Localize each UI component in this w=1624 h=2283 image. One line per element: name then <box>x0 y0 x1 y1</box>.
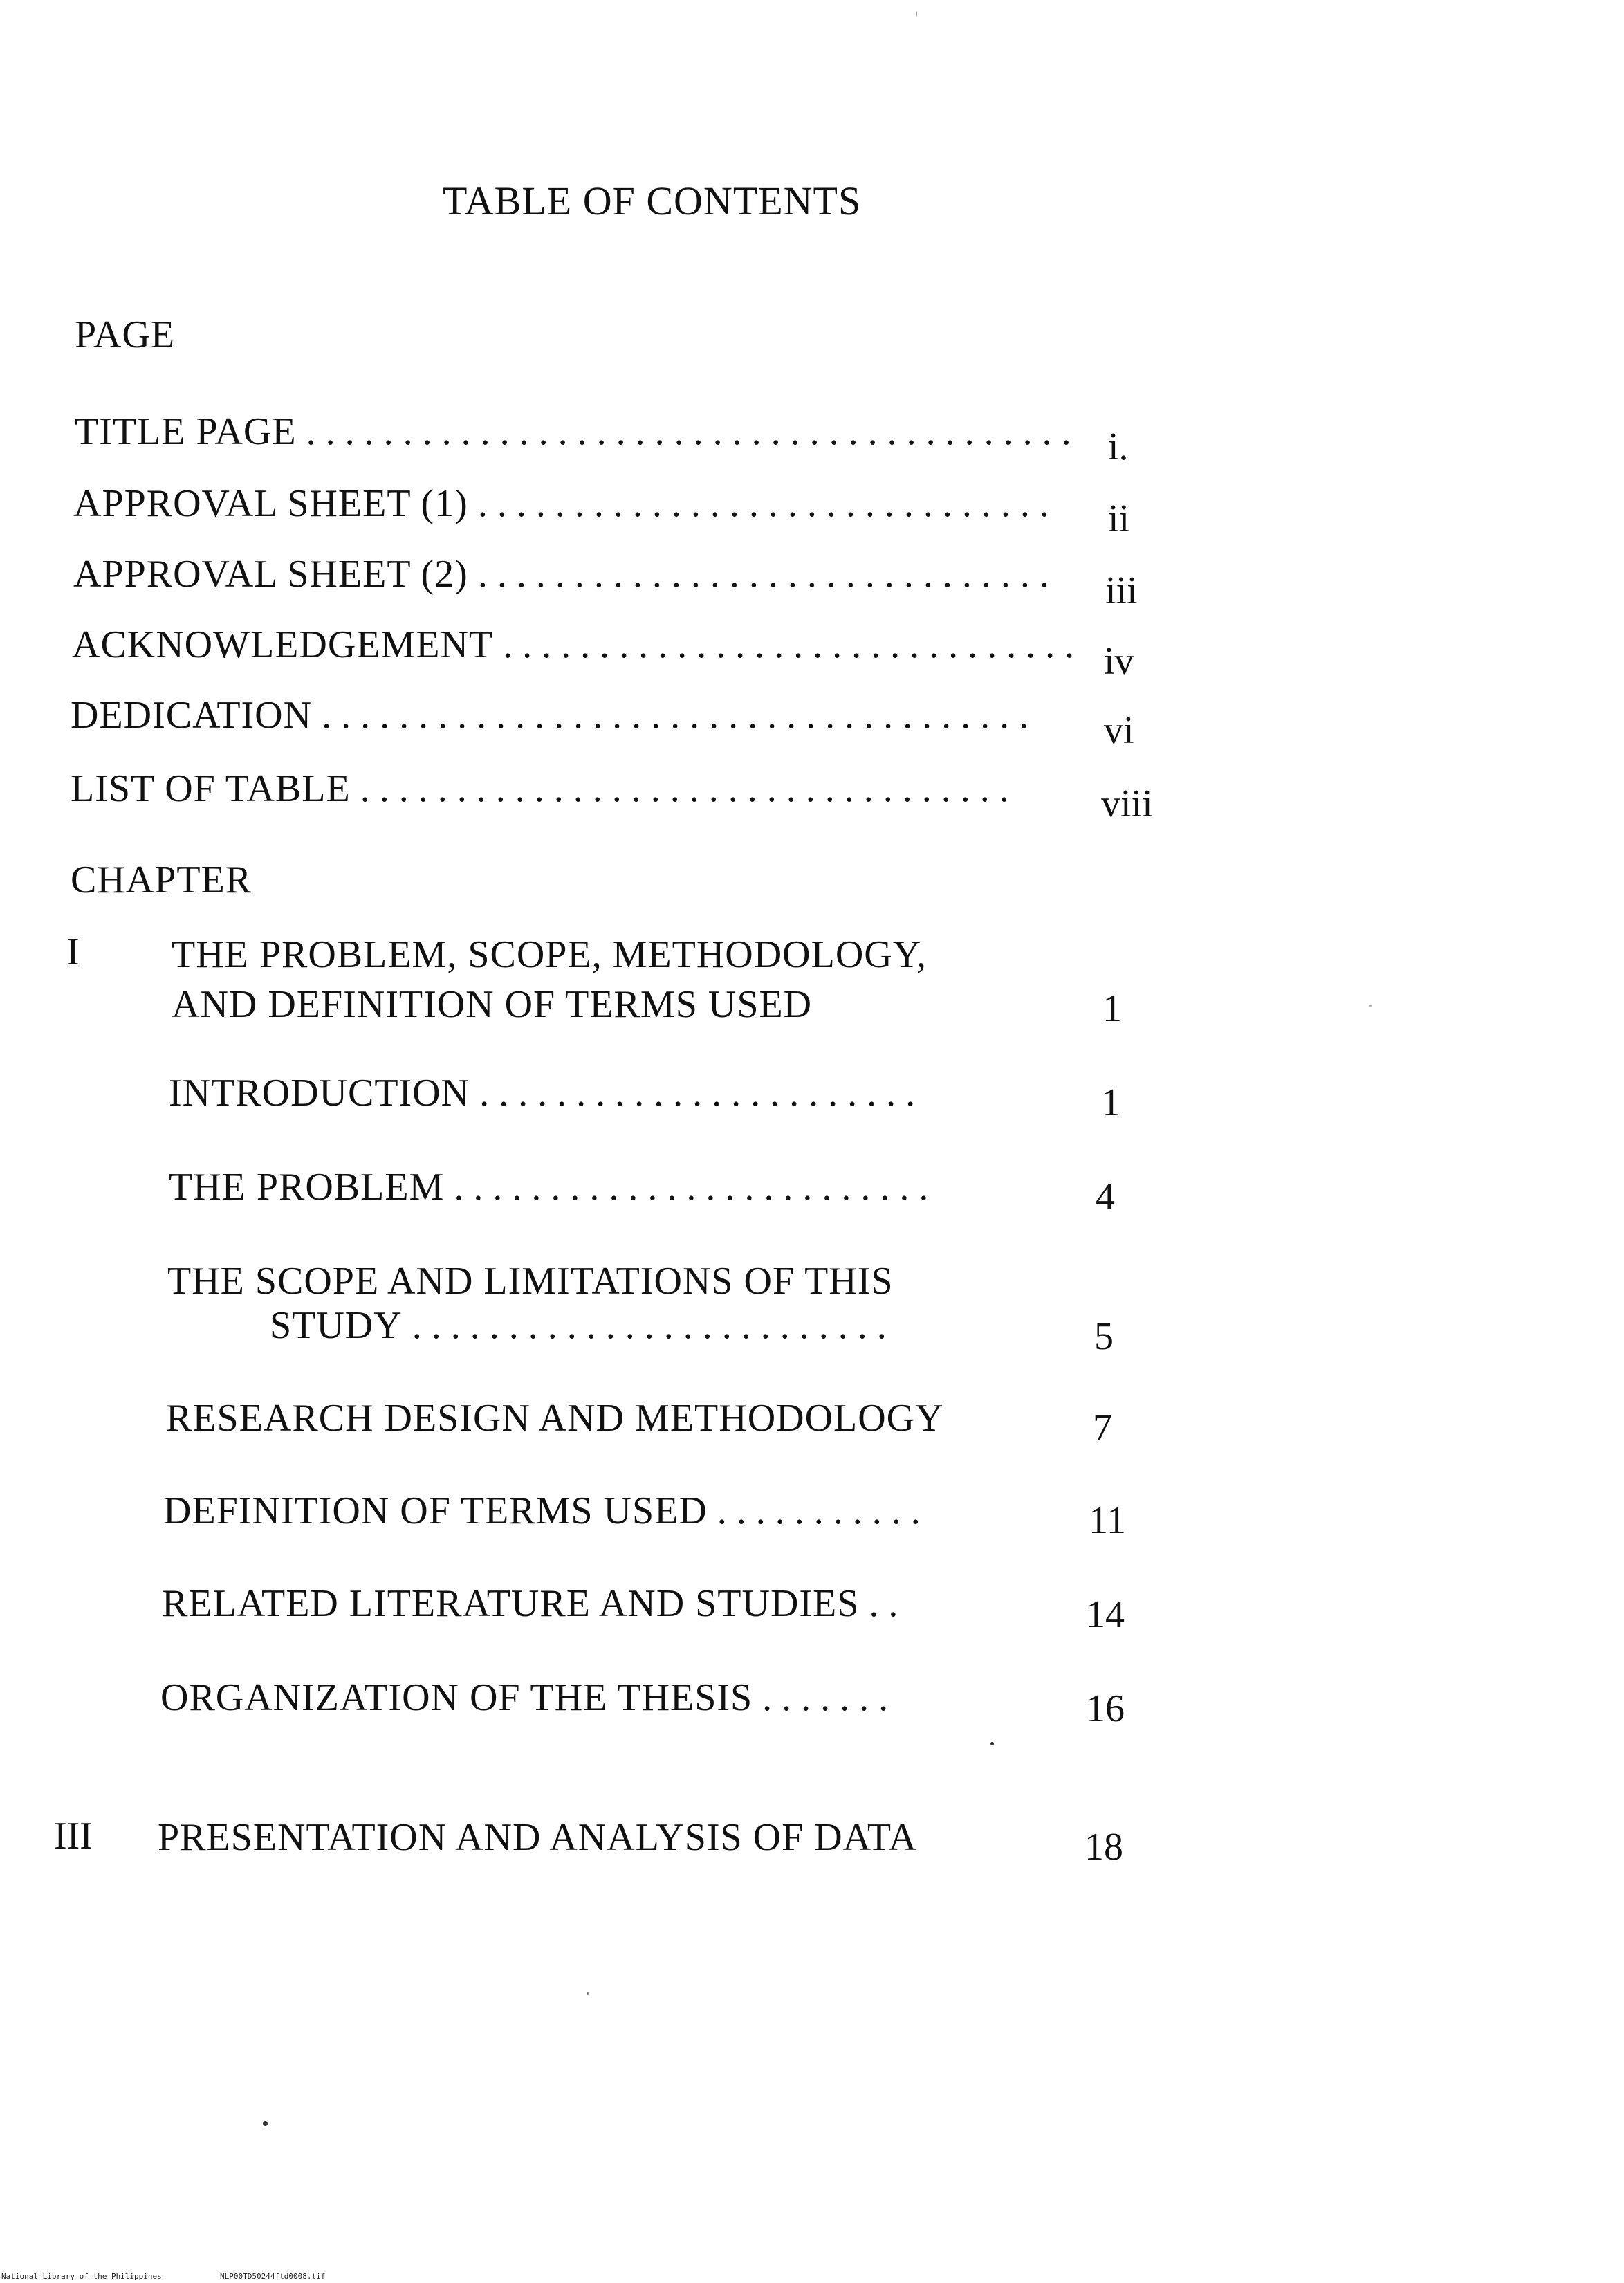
dot-leader: . . . . . . . . . . . . . . . . . . . . . . . . . <box>444 1166 929 1209</box>
toc-entry-list-of-table <box>71 769 1009 808</box>
entry-label: STUDY <box>270 1304 403 1347</box>
toc-entry-organization-of-thesis <box>160 1678 888 1717</box>
chapter-column-header: CHAPTER <box>71 859 252 901</box>
toc-entry-the-problem <box>169 1168 928 1207</box>
entry-label: ACKNOWLEDGEMENT <box>72 623 494 666</box>
footer-filename: NLP00TD50244ftd0008.tif <box>220 2272 326 2281</box>
entry-label: DEDICATION <box>71 694 313 737</box>
dot-leader: . . . . . . . . . . . . . . . . . . . . . . . . . . . . . . <box>468 482 1049 525</box>
toc-entry-title-page <box>75 412 1071 451</box>
entry-page-number: 16 <box>1086 1687 1125 1730</box>
entry-page-number: viii <box>1101 782 1153 825</box>
page-column-header: PAGE <box>75 313 176 356</box>
dot-leader: . . . . . . . . . . . . . . . . . . . . . . . . . . . . . . <box>468 553 1049 596</box>
entry-label: TITLE PAGE <box>75 410 297 453</box>
scan-speck <box>263 2121 268 2126</box>
entry-page-number: 4 <box>1096 1175 1115 1218</box>
chapter-numeral: III <box>54 1815 93 1858</box>
entry-label: DEFINITION OF TERMS USED <box>163 1489 708 1532</box>
toc-entry-introduction <box>169 1072 916 1115</box>
entry-label: APPROVAL SHEET (2) <box>73 553 468 596</box>
page-title: TABLE OF CONTENTS <box>443 178 862 223</box>
entry-label: INTRODUCTION <box>169 1072 470 1115</box>
toc-entry-related-literature <box>162 1584 898 1623</box>
entry-label: THE PROBLEM <box>169 1166 445 1209</box>
entry-page-number: i. <box>1108 425 1129 468</box>
scan-speck <box>916 11 917 17</box>
dot-leader: . . . . . . . . . . . . . . . . . . . . . . . . . . . . . . . . . . . . . . . . <box>296 410 1071 453</box>
chapter-title-line-1: THE PROBLEM, SCOPE, METHODOLOGY, <box>172 933 927 976</box>
dot-leader: . . . . . . . . . . . . . . . . . . . . . . . . . . . . . . <box>493 623 1075 666</box>
toc-entry-acknowledgement <box>72 625 1074 664</box>
entry-label: RELATED LITERATURE AND STUDIES <box>162 1582 860 1625</box>
toc-entry-scope-line-1: THE SCOPE AND LIMITATIONS OF THIS <box>167 1260 894 1303</box>
toc-entry-approval-sheet-2 <box>73 555 1049 594</box>
entry-label: APPROVAL SHEET (1) <box>73 482 468 525</box>
entry-label: ORGANIZATION OF THE THESIS <box>160 1676 753 1719</box>
toc-entry-approval-sheet-1 <box>73 484 1049 523</box>
dot-leader: . . <box>859 1582 898 1625</box>
entry-label: LIST OF TABLE <box>71 767 351 810</box>
toc-entry-definition-of-terms <box>163 1489 921 1532</box>
toc-entry-dedication <box>71 696 1028 735</box>
dot-leader: . . . . . . . . . . . . . . . . . . . . . . . . . . . . . . . . . . . . . <box>312 694 1029 737</box>
chapter-title: PRESENTATION AND ANALYSIS OF DATA <box>158 1816 918 1859</box>
entry-page-number: iii <box>1105 569 1138 612</box>
toc-entry-scope-line-2 <box>270 1306 887 1345</box>
entry-page-number: 11 <box>1089 1499 1126 1542</box>
chapter-title-line-2: AND DEFINITION OF TERMS USED <box>172 983 813 1026</box>
entry-page-number: 5 <box>1094 1315 1114 1358</box>
entry-page-number: 7 <box>1093 1406 1112 1449</box>
toc-entry-research-design: RESEARCH DESIGN AND METHODOLOGY <box>166 1397 944 1440</box>
dot-leader: . . . . . . . . . . . . . . . . . . . . . . . <box>470 1072 916 1115</box>
dot-leader: . . . . . . . . . . . . . . . . . . . . . . . . . . . . . . . . . . <box>350 767 1009 810</box>
chapter-numeral: I <box>66 930 80 973</box>
dot-leader: . . . . . . . <box>753 1676 889 1719</box>
scan-speck <box>1369 1005 1372 1007</box>
chapter-page-number: 1 <box>1102 987 1122 1030</box>
footer-source: National Library of the Philippines <box>1 2272 162 2281</box>
entry-page-number: ii <box>1108 497 1130 540</box>
entry-page-number: 1 <box>1101 1081 1120 1124</box>
scan-speck <box>990 1742 994 1745</box>
dot-leader: . . . . . . . . . . . . . . . . . . . . . . . . . <box>402 1304 887 1347</box>
entry-page-number: vi <box>1104 709 1134 752</box>
dot-leader: . . . . . . . . . . . <box>707 1489 921 1532</box>
scan-speck <box>587 1992 589 1995</box>
entry-page-number: 14 <box>1086 1593 1125 1636</box>
entry-page-number: iv <box>1104 640 1134 683</box>
chapter-page-number: 18 <box>1085 1826 1123 1869</box>
